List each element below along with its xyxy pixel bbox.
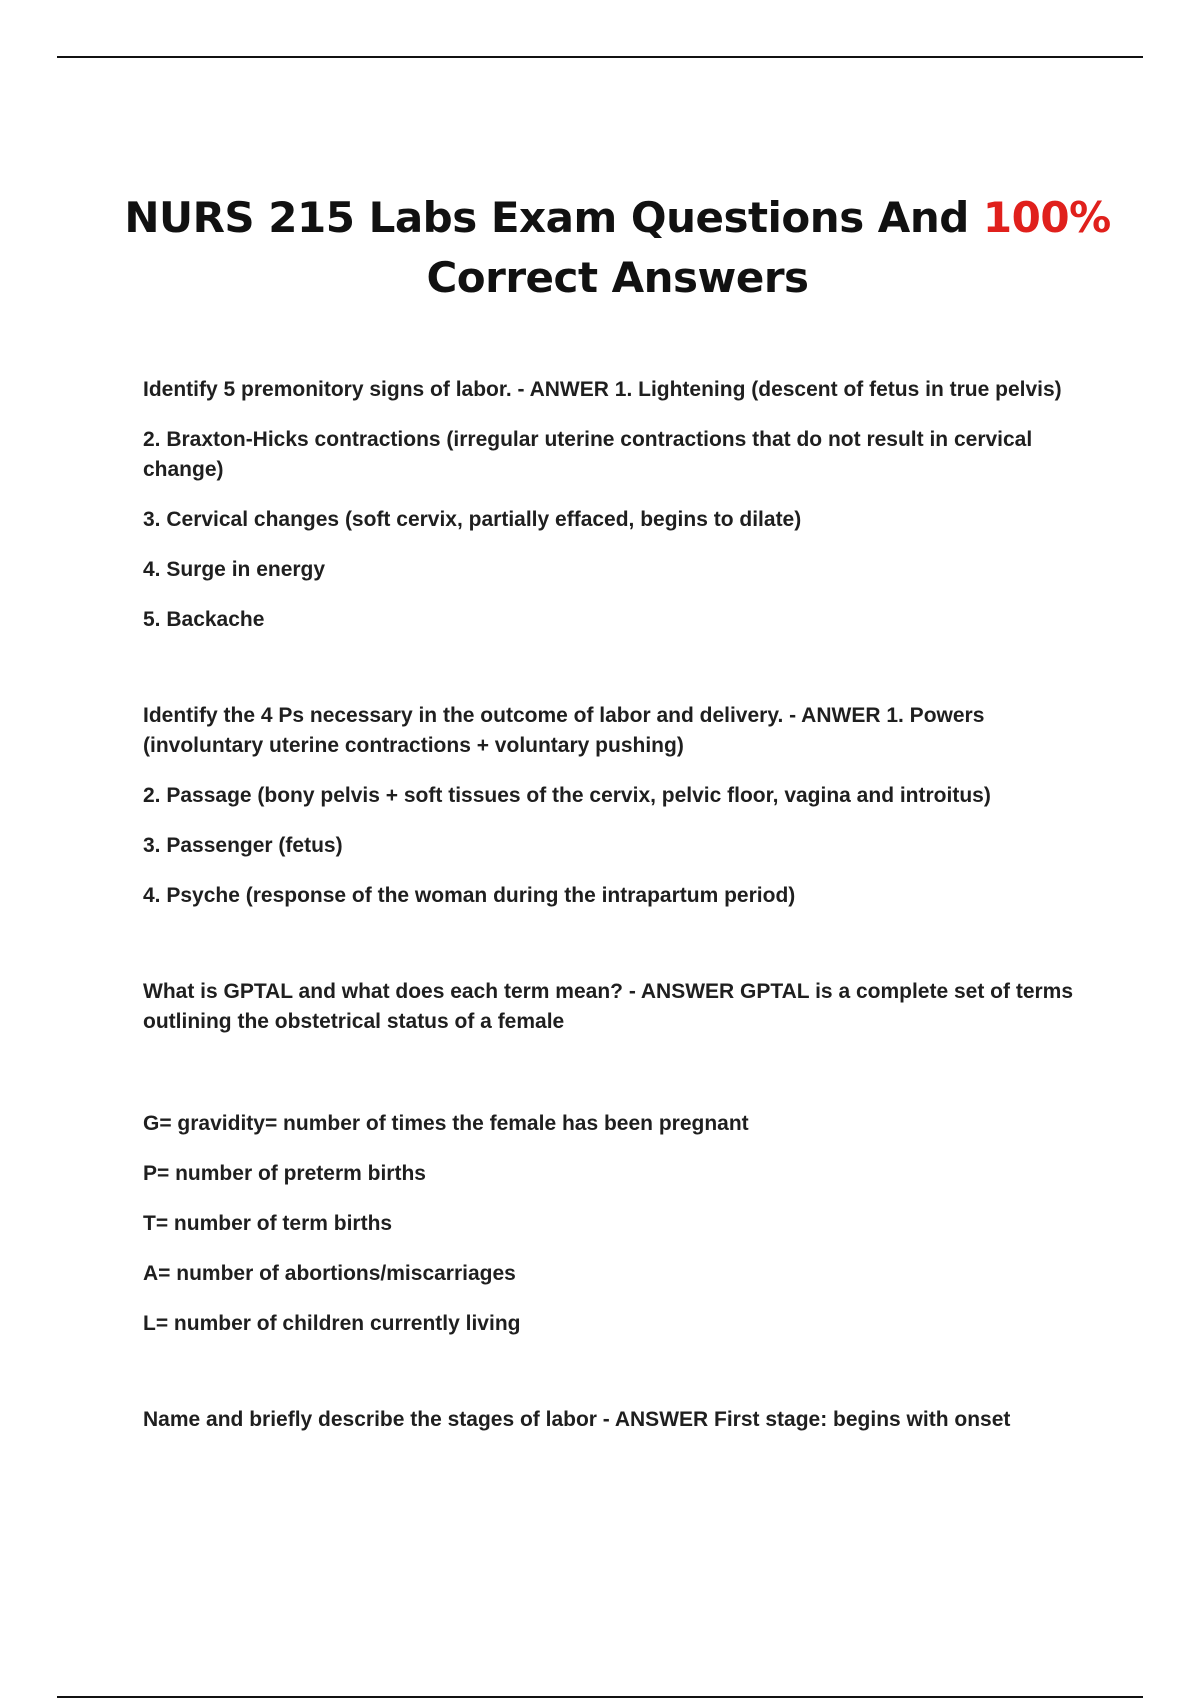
q2-item-4: 4. Psyche (response of the woman during the intrapartum period) — [143, 884, 796, 907]
document-title — [100, 188, 1135, 308]
q2-item-3: 3. Passenger (fetus) — [143, 834, 343, 857]
title-line1: NURS 215 Labs Exam Questions And — [124, 193, 983, 242]
q1-item-4: 4. Surge in energy — [143, 558, 326, 581]
q3-term-p: P= number of preterm births — [143, 1162, 426, 1185]
q3-term-t: T= number of term births — [143, 1212, 393, 1235]
title-accent: 100% — [982, 193, 1111, 242]
q2-question: Identify the 4 Ps necessary in the outcome of labor and delivery. - ANWER 1. Powers (involuntary uterine contractions + voluntary pushing) — [143, 704, 985, 757]
q3-term-a: A= number of abortions/miscarriages — [143, 1262, 516, 1285]
bottom-rule — [57, 1696, 1143, 1698]
qa-content — [143, 375, 1093, 1455]
q1-item-3: 3. Cervical changes (soft cervix, partially effaced, begins to dilate) — [143, 508, 802, 531]
q2-item-2: 2. Passage (bony pelvis + soft tissues of the cervix, pelvic floor, vagina and introitus) — [143, 784, 991, 807]
q4-question: Name and briefly describe the stages of labor - ANSWER First stage: begins with onset — [143, 1408, 1011, 1431]
q3-question: What is GPTAL and what does each term mean? - ANSWER GPTAL is a complete set of terms outlining the obstetrical status of a female — [143, 980, 1074, 1033]
q1-item-2: 2. Braxton-Hicks contractions (irregular uterine contractions that do not result in cervical change) — [143, 428, 1033, 481]
top-rule — [57, 56, 1143, 58]
q1-question: Identify 5 premonitory signs of labor. - ANWER 1. Lightening (descent of fetus in true pelvis) — [143, 378, 1062, 401]
title-line2: Correct Answers — [426, 253, 809, 302]
q1-item-5: 5. Backache — [143, 608, 265, 631]
q3-term-g: G= gravidity= number of times the female has been pregnant — [143, 1112, 749, 1135]
q3-term-l: L= number of children currently living — [143, 1312, 521, 1335]
